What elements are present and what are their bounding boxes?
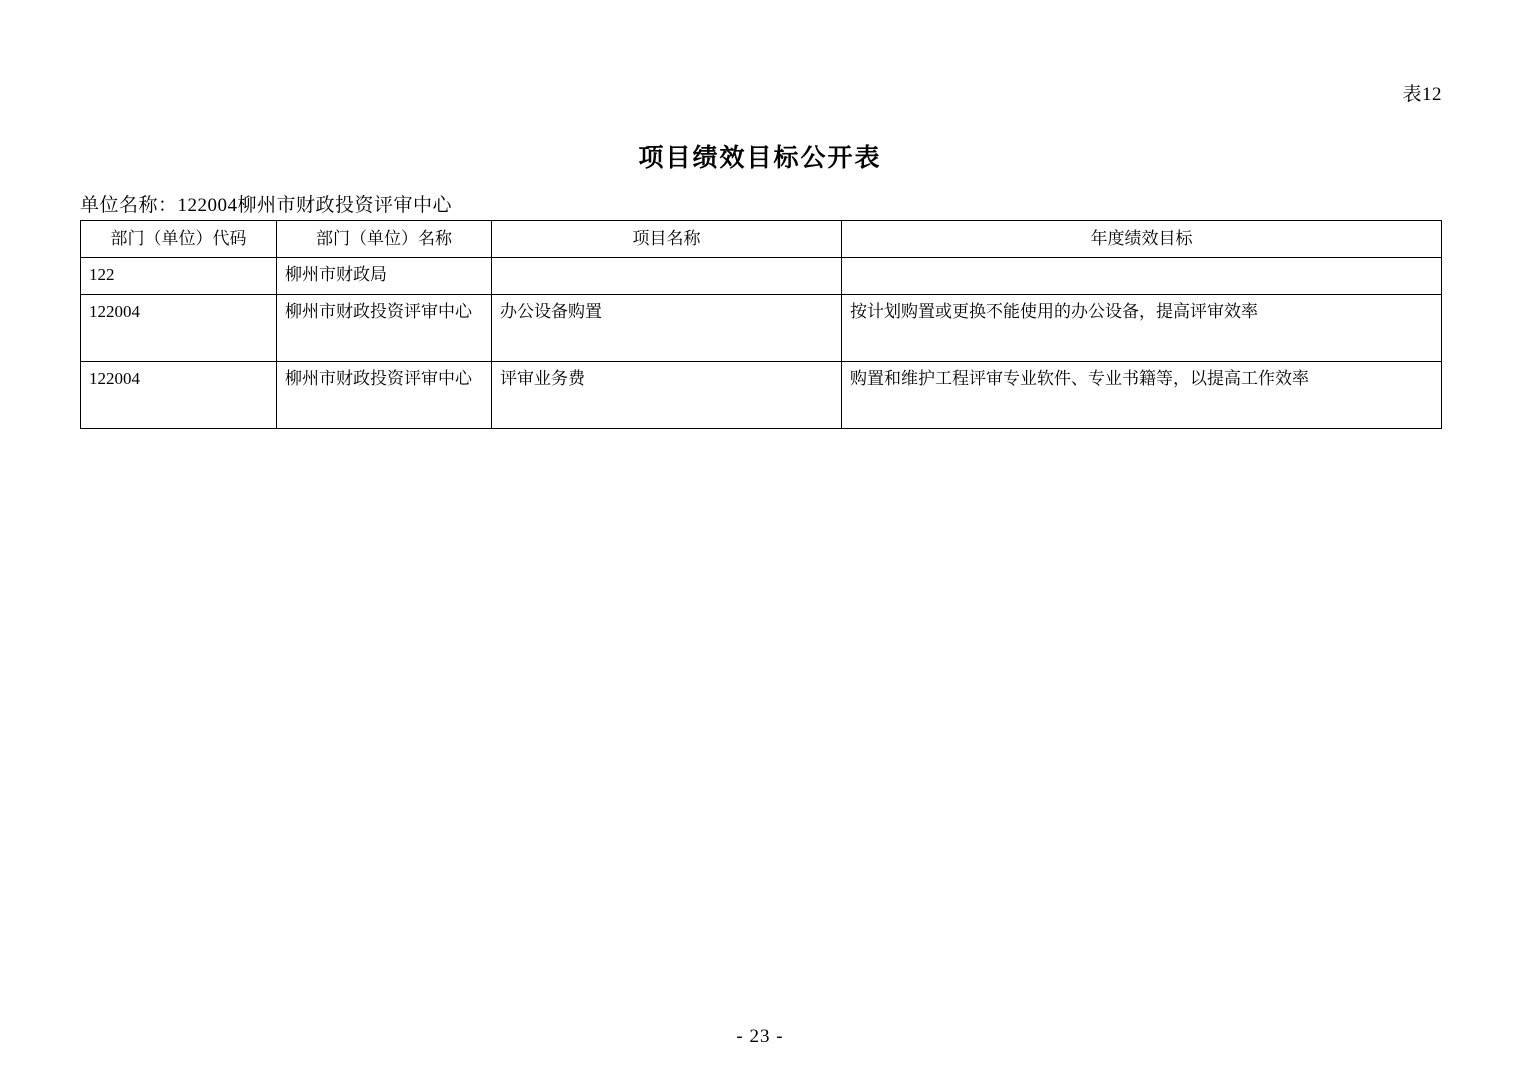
- performance-table: [80, 220, 1442, 429]
- column-header-department-code: 部门（单位）代码: [81, 221, 277, 258]
- page-title: 项目绩效目标公开表: [638, 145, 882, 172]
- table-row: [81, 362, 1442, 429]
- performance-table-container: [80, 220, 1441, 429]
- cell-department-code: 122004: [81, 362, 277, 429]
- table-number-label: 表12: [1402, 84, 1442, 105]
- cell-annual-goal: [842, 258, 1442, 295]
- table-row: [81, 258, 1442, 295]
- cell-annual-goal: 购置和维护工程评审专业软件、专业书籍等，以提高工作效率: [842, 362, 1442, 429]
- column-header-project-name: 项目名称: [492, 221, 842, 258]
- cell-department-name: 柳州市财政投资评审中心: [277, 295, 492, 362]
- table-header-row: [81, 221, 1442, 258]
- cell-department-name: 柳州市财政局: [277, 258, 492, 295]
- unit-name-line: 单位名称：122004柳州市财政投资评审中心: [80, 195, 453, 216]
- column-header-annual-goal: 年度绩效目标: [842, 221, 1442, 258]
- cell-annual-goal: 按计划购置或更换不能使用的办公设备，提高评审效率: [842, 295, 1442, 362]
- page-number: - 23 -: [736, 1026, 784, 1047]
- cell-project-name: 评审业务费: [492, 362, 842, 429]
- cell-department-name: 柳州市财政投资评审中心: [277, 362, 492, 429]
- cell-department-code: 122: [81, 258, 277, 295]
- cell-project-name: [492, 258, 842, 295]
- table-row: [81, 295, 1442, 362]
- cell-project-name: 办公设备购置: [492, 295, 842, 362]
- cell-department-code: 122004: [81, 295, 277, 362]
- column-header-department-name: 部门（单位）名称: [277, 221, 492, 258]
